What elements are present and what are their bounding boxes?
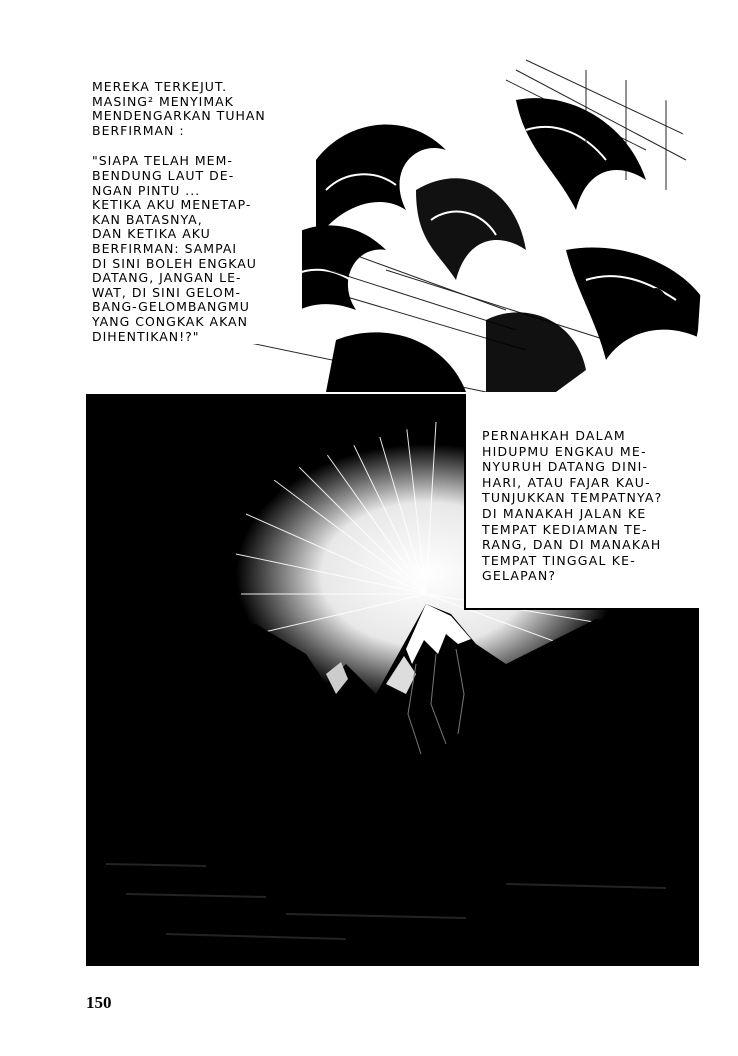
page-number: 150 <box>86 993 112 1012</box>
caption-intro: MEREKA TERKEJUT. MASING² MENYIMAK MENDENGARKAN TUHAN BERFIRMAN : <box>92 79 266 138</box>
caption-narration-top <box>92 80 302 344</box>
panel-mountain <box>86 394 699 966</box>
panel-ocean <box>86 40 704 392</box>
caption-narration-bottom <box>464 394 699 610</box>
caption-quote: "SIAPA TELAH MEM- BENDUNG LAUT DE- NGAN PINTU ... KETIKA AKU MENETAP- KAN BATASNYA, DAN KETIKA AKU BERFIRMAN: SAMPAI DI SINI BOLEH ENGKAU DATANG, JANGAN LE- WAT, DI SINI GELOM- BANG-GELOMBANGMU YANG CONGKAK AKAN DIHENTIKAN!?" <box>92 153 257 344</box>
caption-bottom-text: PERNAHKAH DALAM HIDUPMU ENGKAU ME- NYURUH DATANG DINI- HARI, ATAU FAJAR KAU- TUNJUKKAN TEMPATNYA? DI MANAKAH JALAN KE TEMPAT KEDIAMAN TE- RANG, DAN DI MANAKAH TEMPAT TINGGAL KE- GELAPAN? <box>482 428 663 584</box>
